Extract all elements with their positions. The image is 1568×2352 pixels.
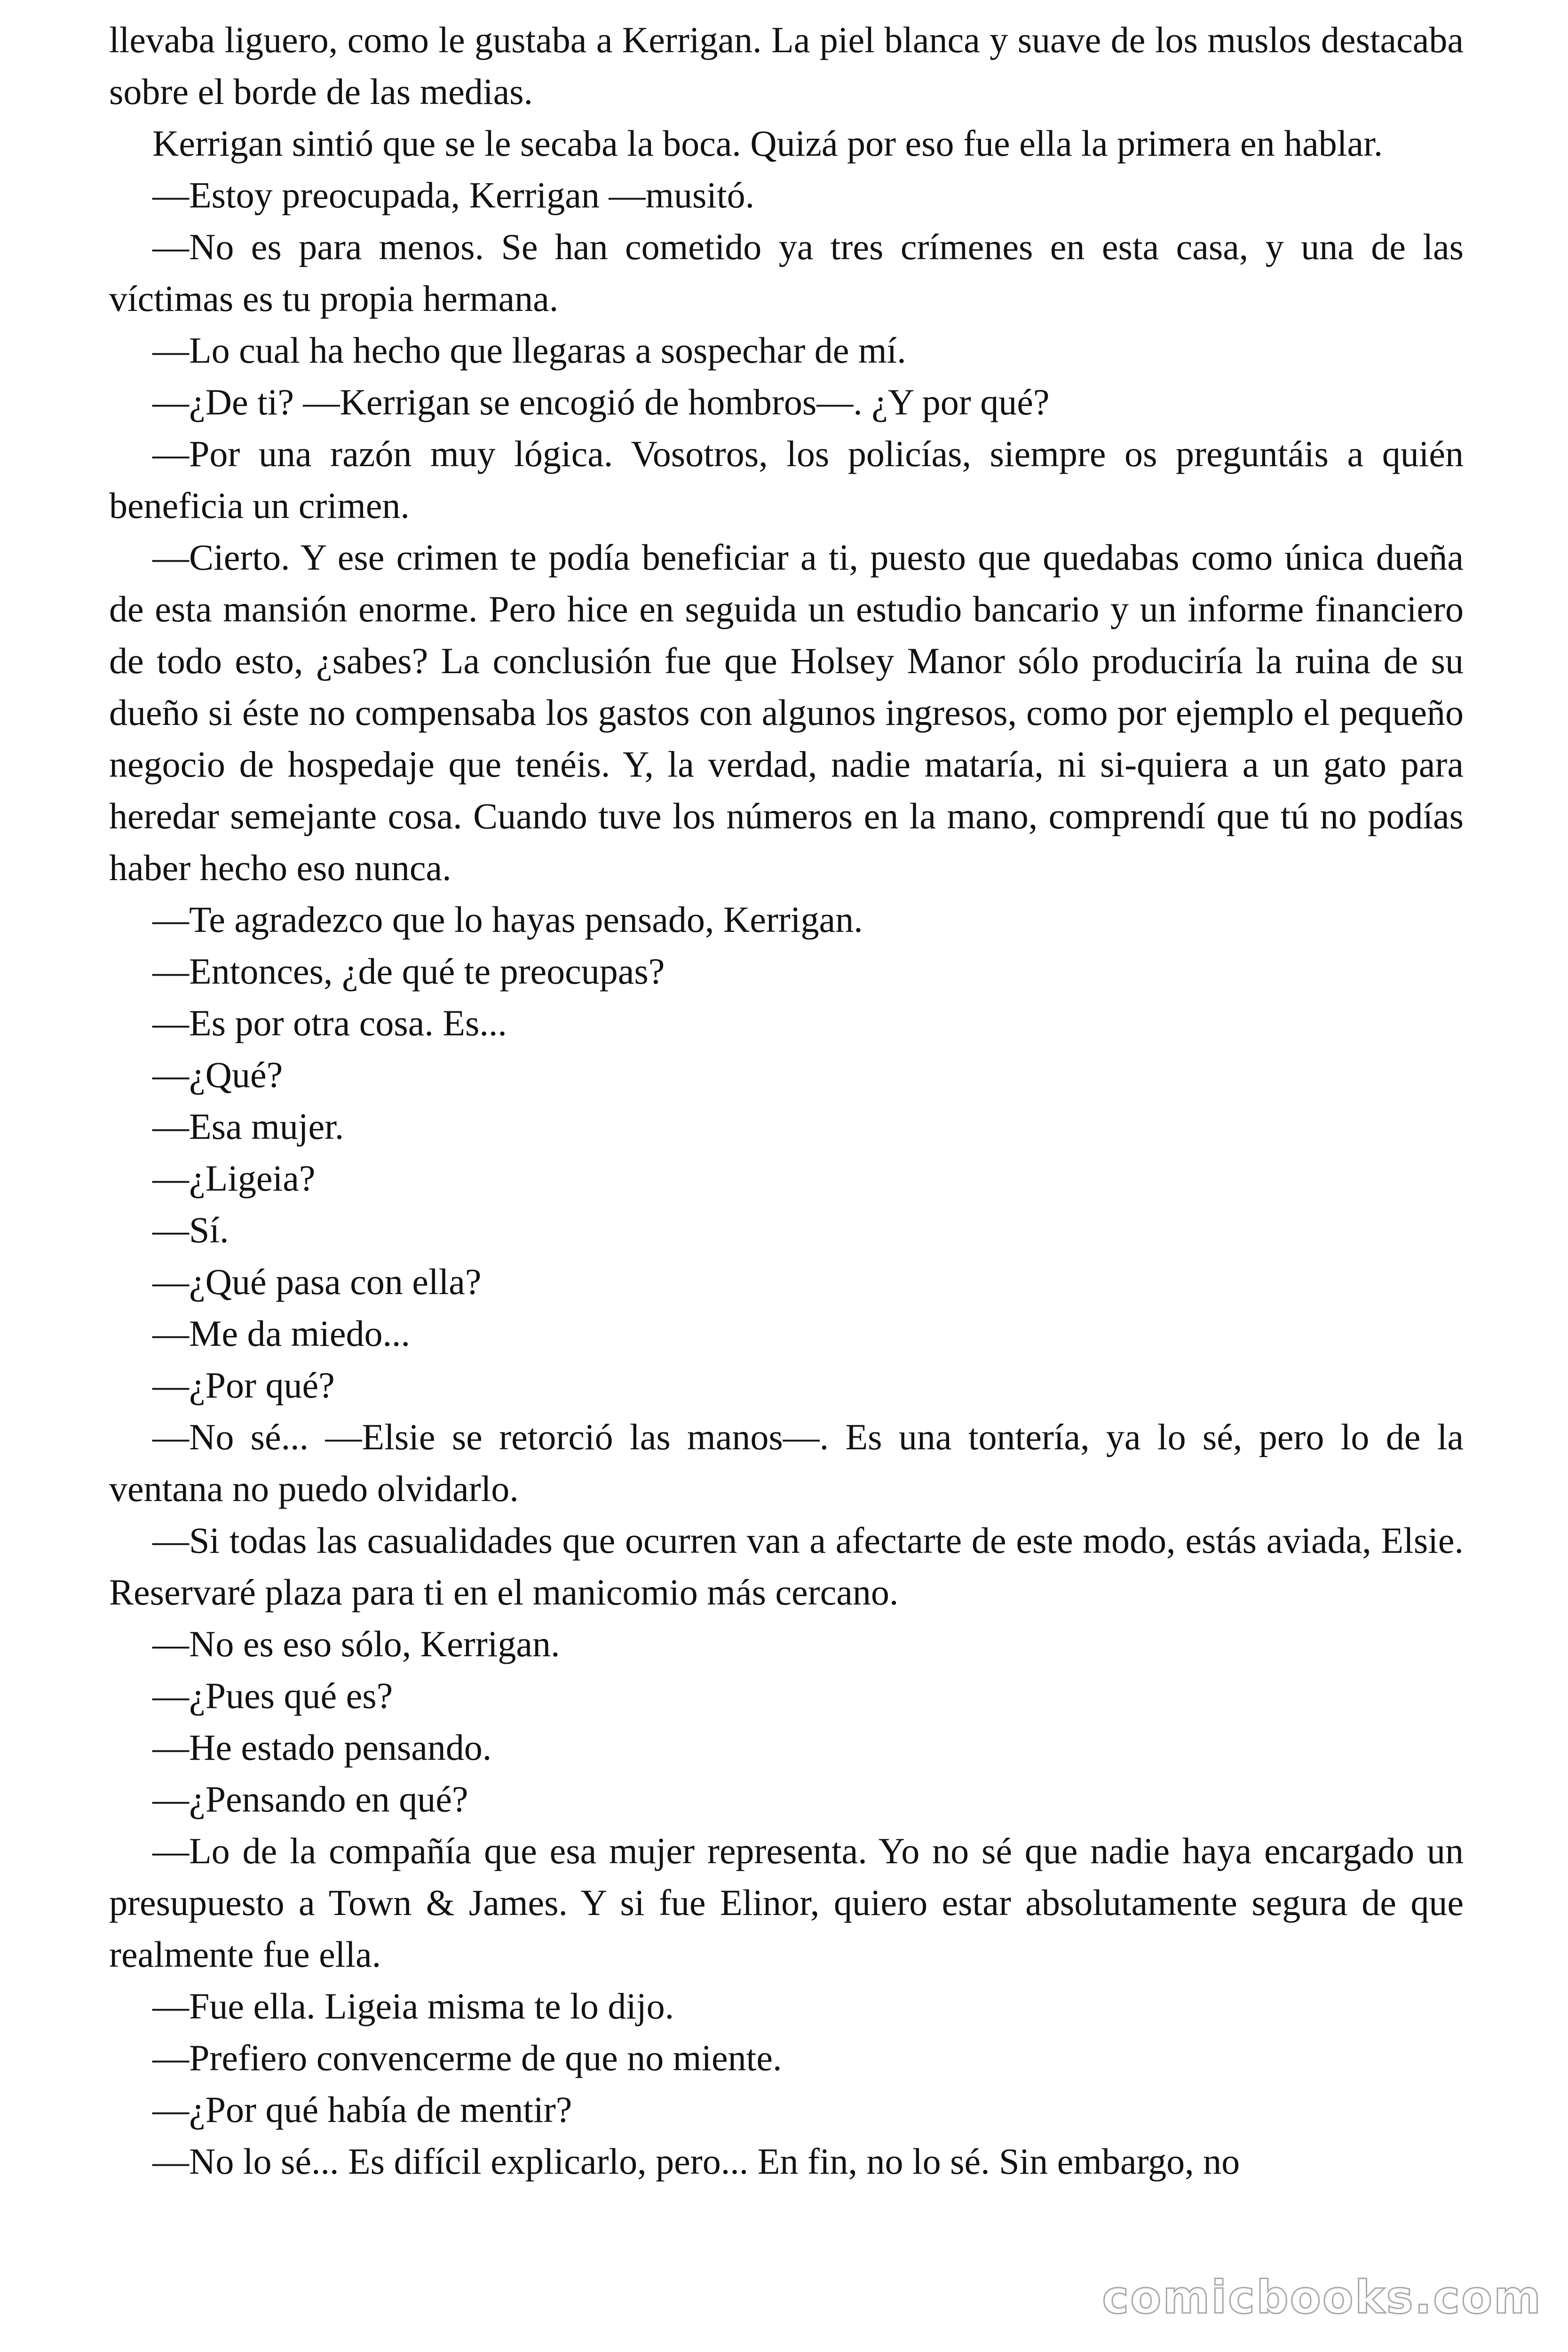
text-paragraph: —¿Por qué había de mentir? [152, 2089, 572, 2130]
text-paragraph: —Es por otra cosa. Es... [152, 1002, 507, 1043]
text-paragraph: —¿Pues qué es? [152, 1675, 393, 1716]
text-paragraph: —Si todas las casualidades que ocurren van a afectarte de este modo, estás aviada, Elsie. Reservaré plaza para ti en el manicomio más cercano. [109, 1520, 1464, 1613]
text-paragraph: —¿Pensando en qué? [152, 1779, 468, 1820]
text-paragraph: —Te agradezco que lo hayas pensado, Kerrigan. [152, 899, 863, 940]
text-paragraph: —No es eso sólo, Kerrigan. [152, 1623, 560, 1664]
text-paragraph: llevaba liguero, como le gustaba a Kerrigan. La piel blanca y suave de los muslos destacaba sobre el borde de las medias. [109, 19, 1464, 112]
text-paragraph: —Lo cual ha hecho que llegaras a sospechar de mí. [152, 330, 906, 371]
text-paragraph: —Fue ella. Ligeia misma te lo dijo. [152, 1986, 674, 2026]
text-paragraph: —Esa mujer. [152, 1106, 344, 1147]
text-paragraph: —No sé... —Elsie se retorció las manos—. Es una tontería, ya lo sé, pero lo de la ventana no puedo olvidarlo. [109, 1416, 1464, 1509]
text-paragraph: Kerrigan sintió que se le secaba la boca. Quizá por eso fue ella la primera en hablar. [152, 123, 1383, 164]
text-paragraph: —¿De ti? —Kerrigan se encogió de hombros—. ¿Y por qué? [152, 381, 1050, 422]
text-paragraph: —Lo de la compañía que esa mujer representa. Yo no sé que nadie haya encargado un presupuesto a Town & James. Y si fue Elinor, quiero estar absolutamente segura de que realmente fue ella. [109, 1830, 1464, 1975]
watermark-text: comicbooks.com [1102, 2271, 1542, 2324]
text-paragraph: —He estado pensando. [152, 1727, 492, 1768]
text-paragraph: —¿Qué pasa con ella? [152, 1261, 482, 1302]
text-paragraph: —Por una razón muy lógica. Vosotros, los policías, siempre os preguntáis a quién beneficia un crimen. [109, 433, 1464, 526]
text-paragraph: —Me da miedo... [152, 1313, 411, 1354]
text-paragraph: —No es para menos. Se han cometido ya tres crímenes en esta casa, y una de las víctimas es tu propia hermana. [109, 226, 1464, 319]
text-paragraph: —Estoy preocupada, Kerrigan —musitó. [152, 175, 755, 215]
text-paragraph: —¿Por qué? [152, 1365, 335, 1406]
text-paragraph: —Entonces, ¿de qué te preocupas? [152, 951, 665, 992]
text-paragraph: —¿Ligeia? [152, 1158, 316, 1199]
text-paragraph: —Cierto. Y ese crimen te podía beneficiar a ti, puesto que quedabas como única dueña de esta mansión enorme. Pero hice en seguida un estudio bancario y un informe financiero de todo esto, ¿sabes? La conclusión fue que Holsey Manor sólo produciría la ruina de su dueño si éste no compensaba los gastos con algunos ingresos, como por ejemplo el pequeño negocio de hospedaje que tenéis. Y, la verdad, nadie mataría, ni si-quiera a un gato para heredar semejante cosa. Cuando tuve los números en la mano, comprendí que tú no podías haber hecho eso nunca. [109, 537, 1464, 888]
text-paragraph: —Prefiero convencerme de que no miente. [152, 2037, 782, 2078]
text-paragraph: —No lo sé... Es difícil explicarlo, pero... En fin, no lo sé. Sin embargo, no [152, 2141, 1240, 2182]
text-paragraph: —Sí. [152, 1209, 229, 1250]
book-page [109, 14, 1464, 2187]
text-paragraph: —¿Qué? [152, 1054, 283, 1095]
